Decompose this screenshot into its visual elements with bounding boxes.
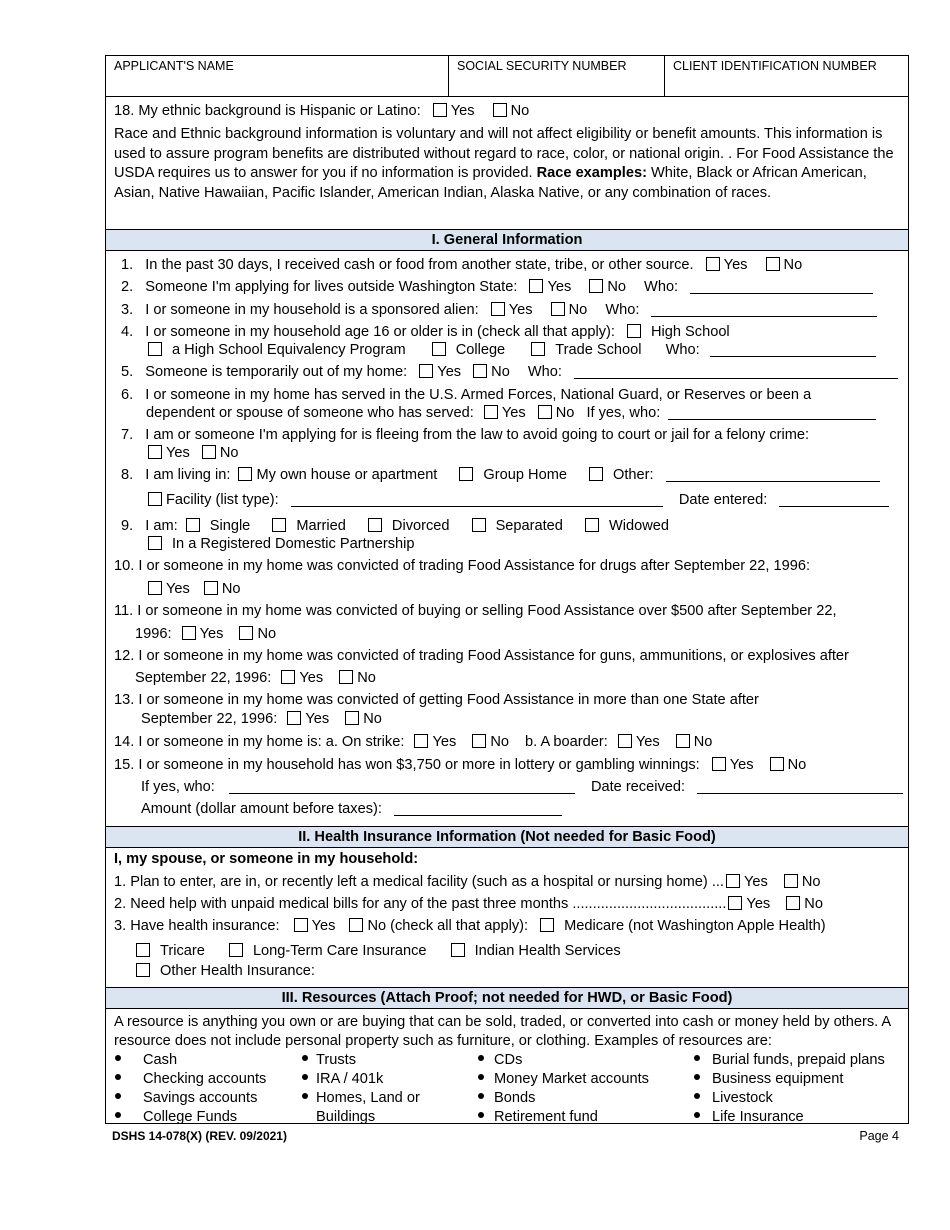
date-entered-label: Date entered: [678, 492, 768, 508]
no-label: No [787, 757, 807, 773]
q12-yes-checkbox[interactable] [281, 670, 295, 684]
amount-label: Amount (dollar amount before taxes): [141, 801, 382, 817]
boarder-label: b. A boarder: [525, 734, 608, 750]
q7-yes-checkbox[interactable] [148, 445, 162, 459]
q2-num: 2. [121, 279, 134, 295]
resource-retirement [478, 1108, 598, 1127]
q1-num: 1. [121, 257, 134, 273]
q9-single-checkbox[interactable] [186, 518, 200, 532]
yes-label: Yes [299, 670, 324, 686]
page-number: Page 4 [859, 1129, 899, 1143]
s2-other-insurance-checkbox[interactable] [136, 963, 150, 977]
q8-facility-checkbox[interactable] [148, 492, 162, 506]
married-label: Married [296, 518, 346, 534]
no-label: No [257, 626, 277, 642]
resource-buildings [316, 1108, 375, 1127]
resource-label: Burial funds, prepaid plans [712, 1052, 885, 1068]
q11-row2 [135, 625, 276, 643]
resource-label: CDs [494, 1052, 523, 1068]
bullet-icon [694, 1112, 700, 1118]
resource-label: Cash [143, 1052, 178, 1068]
q13-label-2: September 22, 1996: [141, 711, 278, 727]
s2-q3-row3 [134, 962, 315, 980]
bullet-icon [115, 1112, 121, 1118]
q5-who-input[interactable] [574, 365, 898, 379]
other-insurance-label: Other Health Insurance: [160, 963, 315, 979]
rdp-label: In a Registered Domestic Partnership [172, 536, 415, 552]
q8-other-input[interactable] [666, 468, 880, 482]
resource-burial [694, 1051, 885, 1070]
s2-q3-yes-checkbox[interactable] [294, 918, 308, 932]
q9-rdp-checkbox[interactable] [148, 536, 162, 550]
q9-num: 9. [121, 518, 134, 534]
resource-cash [115, 1051, 177, 1070]
form-body [105, 55, 909, 1124]
resource-label: IRA / 401k [316, 1071, 384, 1087]
resource-label: Trusts [316, 1052, 356, 1068]
q6-label: I or someone in my home has served in the U.S. Armed Forces, National Guard, or Reserves or been a [145, 387, 812, 403]
q11-label-2: 1996: [135, 626, 172, 642]
q7-row [121, 426, 809, 444]
college-label: College [455, 342, 506, 358]
q4-label: I or someone in my household age 16 or older is in (check all that apply): [145, 324, 615, 340]
q10-label: 10. I or someone in my home was convicted of trading Food Assistance for drugs after September 22, 1996: [114, 558, 811, 574]
facility-label: Facility (list type): [166, 492, 279, 508]
yes-label: Yes [432, 734, 457, 750]
no-label: No [607, 279, 626, 295]
q14-label: 14. I or someone in my home is: a. On strike: [114, 734, 405, 750]
q9-row2 [146, 535, 415, 553]
s2-q2-yes-checkbox[interactable] [728, 896, 742, 910]
own-house-label: My own house or apartment [256, 467, 438, 483]
q5-num: 5. [121, 364, 134, 380]
resources-intro: A resource is anything you own or are buying that can be sold, traded, or converted into cash or money held by others. A resource does not include personal property such as furniture, or clothing. Examples of resources are: [114, 1014, 891, 1049]
q1-label: In the past 30 days, I received cash or food from another state, tribe, or other source. [145, 257, 694, 273]
q12-label: 12. I or someone in my home was convicted of trading Food Assistance for guns, ammunitions, or explosives after [114, 648, 849, 664]
q12-row [114, 647, 849, 665]
q9-divorced-checkbox[interactable] [368, 518, 382, 532]
no-label: No [219, 445, 239, 461]
q10-no-checkbox[interactable] [204, 581, 218, 595]
no-label: No (check all that apply): [367, 918, 529, 934]
q15-amount-input[interactable] [394, 802, 562, 816]
trade-school-label: Trade School [555, 342, 642, 358]
q4-num: 4. [121, 324, 134, 340]
bullet-icon [115, 1055, 121, 1061]
q7-num: 7. [121, 427, 134, 443]
q4-hse-checkbox[interactable] [148, 342, 162, 356]
resource-college-funds [115, 1108, 237, 1127]
no-label: No [783, 257, 803, 273]
q15-row3 [141, 800, 562, 818]
resource-savings [115, 1089, 257, 1108]
yes-label: Yes [635, 734, 660, 750]
q13-no-checkbox[interactable] [345, 711, 359, 725]
q8-row [121, 466, 880, 484]
yes-label: Yes [305, 711, 330, 727]
yes-label: Yes [547, 279, 572, 295]
q8-num: 8. [121, 467, 134, 483]
ethnicity-block [106, 97, 908, 229]
q18-label: 18. My ethnic background is Hispanic or Latino: [114, 103, 421, 119]
s2-q3-medicare-checkbox[interactable] [540, 918, 554, 932]
resource-label: Homes, Land or [316, 1090, 420, 1106]
q15-no-checkbox[interactable] [770, 757, 784, 771]
no-label: No [804, 896, 823, 912]
q1-row [121, 256, 802, 274]
client-id-field[interactable]: CLIENT IDENTIFICATION NUMBER [673, 59, 877, 73]
who-label: Who: [527, 364, 562, 380]
ssn-field[interactable]: SOCIAL SECURITY NUMBER [449, 56, 665, 96]
s2-q2-label: 2. Need help with unpaid medical bills for any of the past three months ...................................... [114, 896, 727, 912]
no-label: No [221, 581, 241, 597]
q18-no-checkbox[interactable] [493, 103, 507, 117]
q3-no-checkbox[interactable] [551, 302, 565, 316]
resource-money-market [478, 1070, 649, 1089]
bullet-icon [694, 1093, 700, 1099]
no-label: No [363, 711, 382, 727]
q4-who-input[interactable] [710, 343, 876, 357]
q2-who-input[interactable] [690, 280, 873, 294]
if-yes-who-label: If yes, who: [586, 405, 661, 421]
race-note [114, 125, 904, 203]
separated-label: Separated [495, 518, 563, 534]
q12-row2 [135, 669, 376, 687]
resource-business-equipment [694, 1070, 843, 1089]
q15-date-received-input[interactable] [697, 780, 903, 794]
yes-label: Yes [437, 364, 462, 380]
who-label: Who: [644, 279, 679, 295]
who-label: Who: [605, 302, 640, 318]
s2-ihs-checkbox[interactable] [451, 943, 465, 957]
q8-label: I am living in: [145, 467, 231, 483]
q8-other-checkbox[interactable] [589, 467, 603, 481]
yes-label: Yes [450, 103, 475, 119]
q7-no-checkbox[interactable] [202, 445, 216, 459]
q13-yes-checkbox[interactable] [287, 711, 301, 725]
no-label: No [490, 734, 509, 750]
q9-widowed-checkbox[interactable] [585, 518, 599, 532]
q13-row [114, 691, 759, 709]
q12-label-2: September 22, 1996: [135, 670, 272, 686]
s2-tricare-checkbox[interactable] [136, 943, 150, 957]
resource-livestock [694, 1089, 773, 1108]
resource-life-insurance [694, 1108, 804, 1127]
resource-ira [302, 1070, 383, 1089]
q6-label-2: dependent or spouse of someone who has served: [146, 405, 474, 421]
s2-q1-yes-checkbox[interactable] [726, 874, 740, 888]
resource-label: Checking accounts [143, 1071, 267, 1087]
q10-yes-checkbox[interactable] [148, 581, 162, 595]
resource-label: Savings accounts [143, 1090, 258, 1106]
resource-label: Business equipment [712, 1071, 844, 1087]
yes-label: Yes [311, 918, 336, 934]
q10-row2 [146, 580, 241, 598]
s2-q2-no-checkbox[interactable] [786, 896, 800, 910]
resource-checking [115, 1070, 266, 1089]
s2-q1-no-checkbox[interactable] [784, 874, 798, 888]
yes-label: Yes [744, 874, 768, 890]
high-school-label: High School [650, 324, 730, 340]
no-label: No [801, 874, 821, 890]
section-1-header: I. General Information [106, 229, 908, 251]
q6-who-input[interactable] [668, 406, 876, 420]
q4-row [121, 323, 730, 341]
section-2-lead: I, my spouse, or someone in my household: [114, 851, 419, 867]
q14-boarder-yes-checkbox[interactable] [618, 734, 632, 748]
q15-who-input[interactable] [229, 780, 575, 794]
bullet-icon [478, 1055, 484, 1061]
header-row [106, 56, 908, 97]
q11-row [114, 602, 837, 620]
bullet-icon [478, 1093, 484, 1099]
q5-label: Someone is temporarily out of my home: [145, 364, 408, 380]
section-3-header: III. Resources (Attach Proof; not needed for HWD, or Basic Food) [106, 987, 908, 1009]
q2-label: Someone I'm applying for lives outside Washington State: [145, 279, 518, 295]
section-3-body [106, 1009, 908, 1127]
q6-row2 [146, 404, 876, 422]
no-label: No [491, 364, 510, 380]
bullet-icon [302, 1055, 308, 1061]
q11-label: 11. I or someone in my home was convicted of buying or selling Food Assistance over $500 after September 22, [114, 603, 837, 619]
q4-high-school-checkbox[interactable] [627, 324, 641, 338]
resource-label: Life Insurance [712, 1109, 804, 1125]
q14-strike-yes-checkbox[interactable] [414, 734, 428, 748]
q14-strike-no-checkbox[interactable] [472, 734, 486, 748]
q8-date-entered-input[interactable] [779, 493, 889, 507]
q6-no-checkbox[interactable] [538, 405, 552, 419]
q3-row [121, 301, 877, 319]
q2-no-checkbox[interactable] [589, 279, 603, 293]
yes-label: Yes [166, 445, 190, 461]
section-2-body [106, 848, 908, 987]
resource-trusts [302, 1051, 356, 1070]
group-home-label: Group Home [483, 467, 567, 483]
race-note-text: Race and Ethnic background information is voluntary and will not affect eligibility or benefit amounts. This information is used to assure program benefits are distributed without regard to race, color, or national origin. . For Food Assistance the USDA requires us to answer for you if no information is provided. [114, 126, 894, 181]
bullet-icon [694, 1074, 700, 1080]
no-label: No [555, 405, 575, 421]
bullet-icon [694, 1055, 700, 1061]
s2-q2-row [114, 895, 823, 913]
s2-q1-row [114, 873, 821, 891]
q15-row2 [141, 778, 903, 796]
q2-yes-checkbox[interactable] [529, 279, 543, 293]
s2-q3-row2 [134, 942, 621, 960]
q1-no-checkbox[interactable] [766, 257, 780, 271]
q14-row [114, 733, 712, 751]
widowed-label: Widowed [608, 518, 670, 534]
q18-row [114, 102, 529, 120]
single-label: Single [209, 518, 251, 534]
other-label: Other: [613, 467, 654, 483]
q9-label: I am: [145, 518, 178, 534]
ihs-label: Indian Health Services [474, 943, 621, 959]
q13-row2 [141, 710, 382, 728]
q7-row2 [146, 444, 239, 462]
section-1-body [106, 251, 908, 826]
q8-row2 [146, 491, 889, 509]
no-label: No [357, 670, 376, 686]
s2-q3-no-checkbox[interactable] [349, 918, 363, 932]
who-label: Who: [665, 342, 700, 358]
hse-label: a High School Equivalency Program [172, 342, 406, 358]
resource-homes [302, 1089, 420, 1108]
yes-label: Yes [508, 302, 533, 318]
q15-label: 15. I or someone in my household has won $3,750 or more in lottery or gambling winnings: [114, 757, 700, 773]
q15-yes-checkbox[interactable] [712, 757, 726, 771]
q3-num: 3. [121, 302, 134, 318]
q4-trade-school-checkbox[interactable] [531, 342, 545, 356]
q8-facility-input[interactable] [291, 493, 663, 507]
yes-label: Yes [199, 626, 224, 642]
resource-label: Retirement fund [494, 1109, 598, 1125]
q4-college-checkbox[interactable] [432, 342, 446, 356]
section-2-header: II. Health Insurance Information (Not needed for Basic Food) [106, 826, 908, 848]
resource-label: Buildings [316, 1109, 376, 1125]
q9-row [121, 517, 669, 535]
bullet-icon [115, 1074, 121, 1080]
bullet-icon [478, 1112, 484, 1118]
q4-row2 [146, 341, 876, 359]
tricare-label: Tricare [160, 943, 205, 959]
no-label: No [568, 302, 588, 318]
q8-own-house-checkbox[interactable] [238, 467, 252, 481]
q6-yes-checkbox[interactable] [484, 405, 498, 419]
resource-label: Bonds [494, 1090, 536, 1106]
s2-q3-label: 3. Have health insurance: [114, 918, 280, 934]
q3-who-input[interactable] [651, 303, 877, 317]
resource-label: College Funds [143, 1109, 238, 1125]
yes-label: Yes [746, 896, 771, 912]
resource-label: Livestock [712, 1090, 773, 1106]
q5-yes-checkbox[interactable] [419, 364, 433, 378]
bullet-icon [478, 1074, 484, 1080]
date-received-label: Date received: [590, 779, 686, 795]
resource-label: Money Market accounts [494, 1071, 649, 1087]
q13-label: 13. I or someone in my home was convicted of getting Food Assistance in more than one State after [114, 692, 759, 708]
s2-q3-row [114, 917, 826, 935]
q2-row [121, 278, 873, 296]
q9-married-checkbox[interactable] [272, 518, 286, 532]
form-id: DSHS 14-078(X) (REV. 09/2021) [112, 1129, 287, 1143]
q7-label: I am or someone I'm applying for is fleeing from the law to avoid going to court or jail for a felony crime: [145, 427, 810, 443]
bullet-icon [115, 1093, 121, 1099]
no-label: No [693, 734, 713, 750]
q15-row [114, 756, 806, 774]
divorced-label: Divorced [391, 518, 450, 534]
q5-row [121, 363, 898, 381]
q5-no-checkbox[interactable] [473, 364, 487, 378]
race-examples-label: Race examples: [536, 165, 647, 181]
race-examples-text: White, Black or African American, Asian, Native Hawaiian, Pacific Islander, American Indian, Alaska Native, or any combination of races. [114, 165, 867, 201]
q1-yes-checkbox[interactable] [706, 257, 720, 271]
ltc-label: Long-Term Care Insurance [252, 943, 427, 959]
resource-bonds [478, 1089, 535, 1108]
s2-ltc-checkbox[interactable] [229, 943, 243, 957]
q3-label: I or someone in my household is a sponsored alien: [145, 302, 479, 318]
medicare-label: Medicare (not Washington Apple Health) [564, 918, 826, 934]
q6-row [121, 386, 811, 404]
resource-cds [478, 1051, 522, 1070]
yes-label: Yes [729, 757, 754, 773]
q3-yes-checkbox[interactable] [491, 302, 505, 316]
yes-label: Yes [723, 257, 748, 273]
if-yes-who-label: If yes, who: [141, 779, 215, 795]
q14-boarder-no-checkbox[interactable] [676, 734, 690, 748]
yes-label: Yes [166, 581, 190, 597]
q12-no-checkbox[interactable] [339, 670, 353, 684]
q9-separated-checkbox[interactable] [472, 518, 486, 532]
bullet-icon [302, 1074, 308, 1080]
s2-q1-label: 1. Plan to enter, are in, or recently left a medical facility (such as a hospital or nursing home) ... [114, 874, 724, 890]
applicant-name-field[interactable]: APPLICANT'S NAME [106, 56, 449, 96]
bullet-icon [302, 1093, 308, 1099]
q10-row [114, 557, 810, 575]
yes-label: Yes [501, 405, 526, 421]
q11-no-checkbox[interactable] [239, 626, 253, 640]
q6-num: 6. [121, 387, 134, 403]
q8-group-home-checkbox[interactable] [459, 467, 473, 481]
q18-yes-checkbox[interactable] [433, 103, 447, 117]
no-label: No [510, 103, 530, 119]
q11-yes-checkbox[interactable] [182, 626, 196, 640]
